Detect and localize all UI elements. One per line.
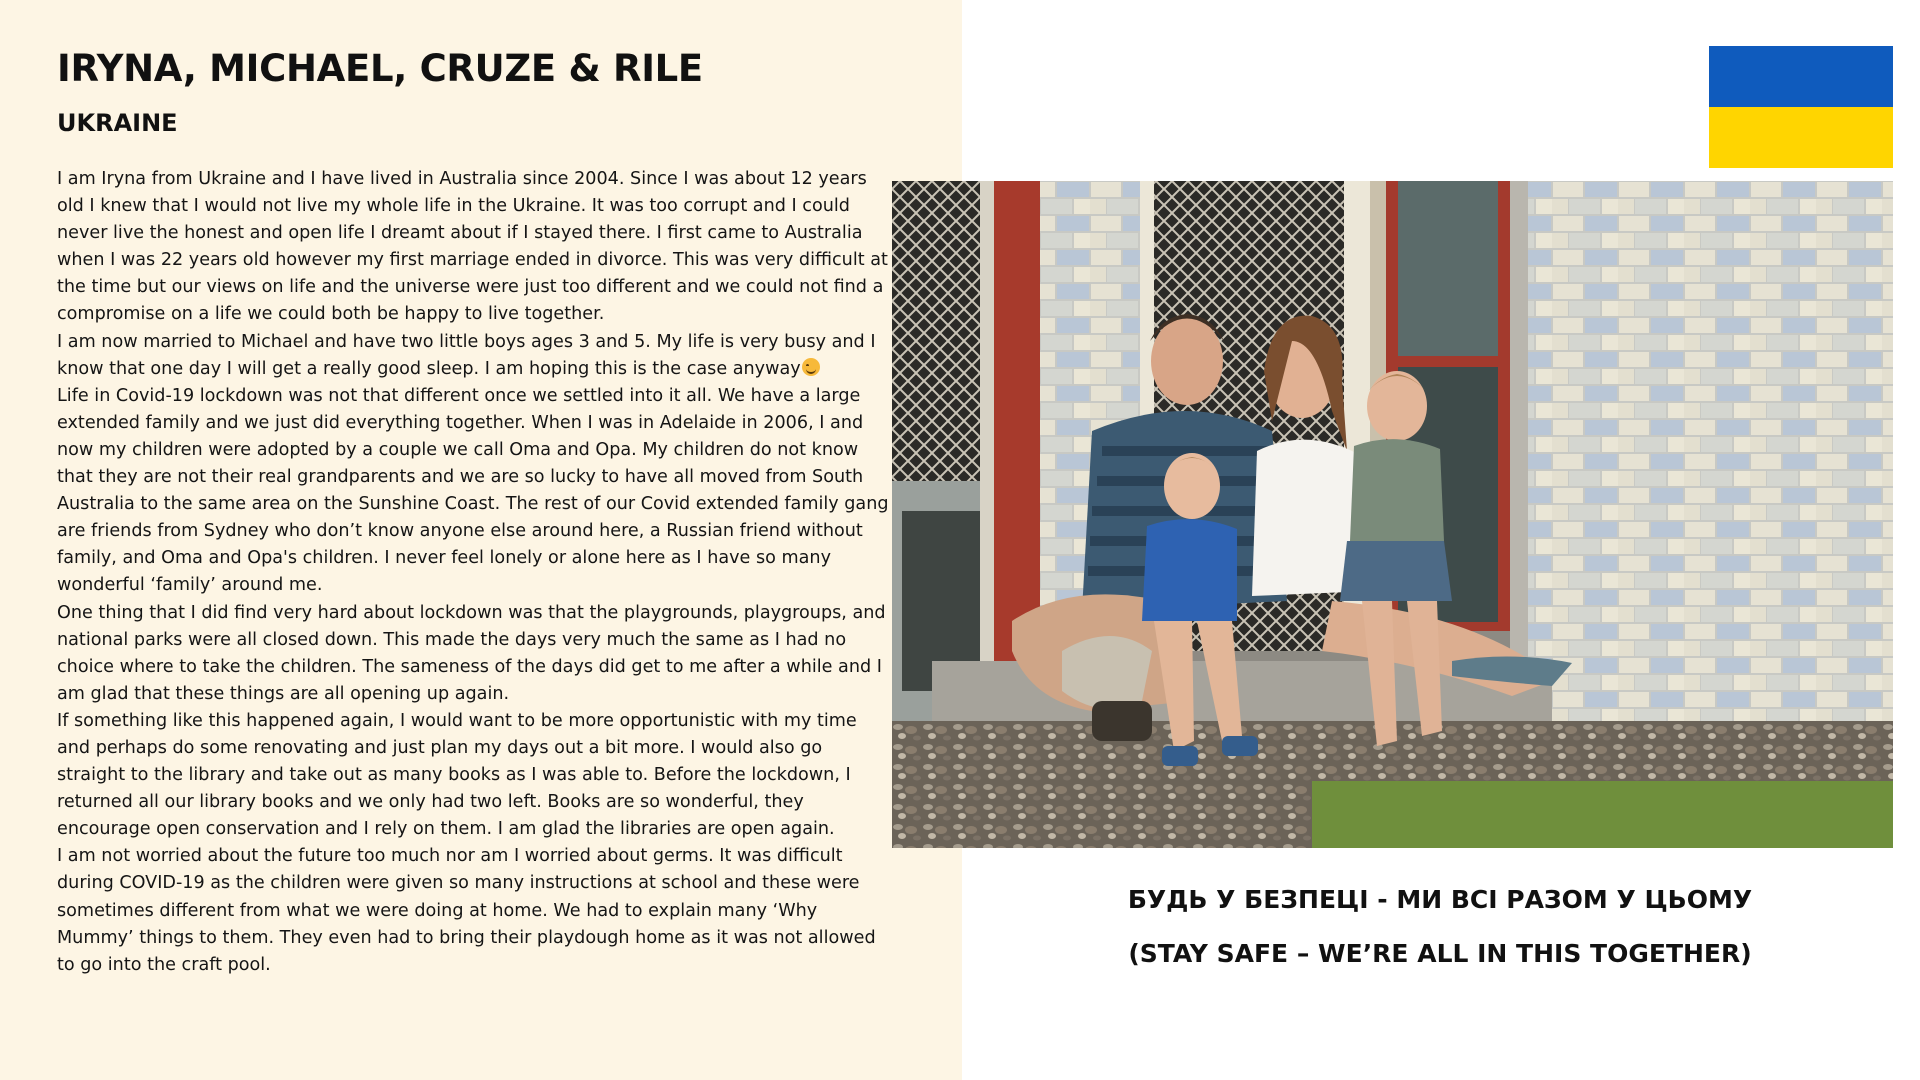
story-text: [57, 166, 892, 979]
country-subtitle: UKRAINE: [57, 109, 178, 137]
story-paragraph-1: I am Iryna from Ukraine and I have lived in Australia since 2004. Since I was about 12 years old I knew that I would not live my whole life in the Ukraine. It was too corrupt and I could never live the honest and open life I dreamt about if I stayed there. I first came to Australia when I was 22 years old however my first marriage ended in divorce. This was very difficult at the time but our views on life and the universe were just too different and we could not find a compromise on a life we could both be happy to live together.: [57, 169, 888, 325]
flag-yellow-stripe: [1709, 107, 1893, 168]
caption-english: (STAY SAFE – WE’RE ALL IN THIS TOGETHER): [1128, 939, 1752, 968]
flag-blue-stripe: [1709, 46, 1893, 107]
story-paragraph-6: I am not worried about the future too much nor am I worried about germs. It was difficult during COVID-19 as the children were given so many instructions at school and these were sometimes different from what we were doing at home. We had to explain many ‘Why Mummy’ things to them. They even had to bring their playdough home as it was not allowed to go into the craft pool.: [57, 846, 876, 975]
story-paragraph-4: One thing that I did find very hard about lockdown was that the playgrounds, playgroups, and national parks were all closed down. This made the days very much the same as I had no choice where to take the children. The sameness of the days did get to me after a while and I am glad that these things are all opening up again.: [57, 602, 886, 704]
story-paragraph-3: Life in Covid-19 lockdown was not that different once we settled into it all. We have a large extended family and we just did everything together. When I was in Adelaide in 2006, I and now my children were adopted by a couple we call Oma and Opa. My children do not know that they are not their real grandparents and we are so lucky to have all moved from South Australia to the same area on the Sunshine Coast. The rest of our Covid extended family gang are friends from Sydney who don’t know anyone else around here, a Russian friend without family, and Oma and Opa's children. I never feel lonely or alone here as I have so many wonderful ‘family’ around me.: [57, 385, 889, 596]
caption-ukrainian: БУДЬ У БЕЗПЕЦІ - МИ ВСІ РАЗОМ У ЦЬОМУ: [1127, 885, 1753, 914]
story-paragraph-2: [57, 329, 892, 383]
family-photo: [892, 181, 1893, 848]
story-paragraph-2-text: I am now married to Michael and have two little boys ages 3 and 5. My life is very busy and I know that one day I will get a really good sleep. I am hoping this is the case anyway: [57, 331, 876, 379]
ukraine-flag: [1709, 46, 1893, 168]
story-paragraph-5: If something like this happened again, I would want to be more opportunistic with my time and perhaps do some renovating and just plan my days out a bit more. I would also go straight to the library and take out as many books as I was able to. Before the lockdown, I returned all our library books and we only had two left. Books are so wonderful, they encourage open conservation and I rely on them. I am glad the libraries are open again.: [57, 710, 857, 840]
page-title: IRYNA, MICHAEL, CRUZE & RILE: [57, 47, 703, 90]
smiling-face-icon: [802, 358, 820, 376]
